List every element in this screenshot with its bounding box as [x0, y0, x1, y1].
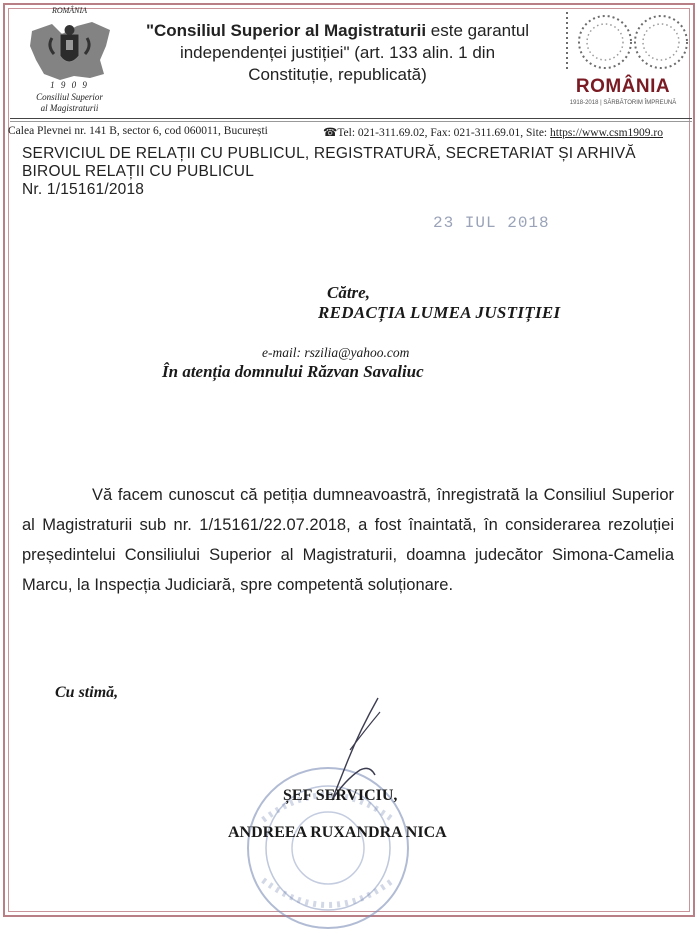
header-divider [10, 118, 692, 119]
coat-of-arms-icon [22, 16, 117, 86]
centenary-100-icon [553, 4, 693, 76]
centenary-word: ROMÂNIA [575, 76, 671, 97]
department-line2: BIROUL RELAȚII CU PUBLICUL [22, 163, 255, 180]
body-paragraph: Vă facem cunoscut că petiția dumneavoastră, înregistrată la Consiliul Superior al Magistraturii sub nr. 1/15161/22.07.2018, a fost înaintată, în considerarea rezoluției președintelui Consiliului Superior al Magistraturii, doamna judecător Simona-Camelia Marcu, la Inspecția Judiciară, spre competentă soluționare. [22, 486, 674, 594]
logo-top-text: ROMÂNIA [51, 6, 88, 15]
logo-name-line2: al Magistraturii [40, 103, 99, 113]
recipient-attention: În atenția domnului Răzvan Savaliuc [162, 362, 424, 381]
csm-logo [22, 6, 117, 114]
recipient-to: Către, [327, 283, 370, 302]
logo-name-line1: Consiliul Superior [36, 92, 103, 102]
department-line1: SERVICIUL DE RELAȚII CU PUBLICUL, REGISTRATURĂ, SECRETARIAT ȘI ARHIVĂ [22, 145, 636, 162]
website-link[interactable]: https://www.csm1909.ro [550, 127, 663, 139]
recipient-org: REDACȚIA LUMEA JUSTIȚIEI [318, 303, 561, 322]
phone-fax-text: ☎Tel: 021-311.69.02, Fax: 021-311.69.01, Site: [323, 127, 551, 139]
motto-line2: independenței justiției" (art. 133 alin. 1 din [179, 43, 496, 62]
motto-rest: este garantul [426, 21, 530, 40]
signatory-name: ANDREEA RUXANDRA NICA [228, 824, 447, 841]
department-block [22, 145, 636, 199]
logo-year: 1 9 0 9 [50, 80, 89, 90]
centenary-sub: 1918-2018 | SĂRBĂTORIM ÎMPREUNĂ [569, 100, 677, 106]
header-divider-thin [10, 121, 692, 122]
signatory-title: ȘEF SERVICIU, [283, 787, 398, 804]
centenary-logo [553, 4, 693, 114]
closing: Cu stimă, [55, 684, 119, 701]
recipient-email: e-mail: rszilia@yahoo.com [262, 345, 410, 360]
motto-bold: "Consiliul Superior al Magistraturii [145, 21, 427, 40]
letter-body [22, 480, 674, 600]
motto-line3: Constituție, republicată) [248, 65, 427, 84]
address-line: Calea Plevnei nr. 141 B, sector 6, cod 060011, București [8, 125, 268, 137]
registration-number: Nr. 1/15161/2018 [22, 181, 145, 198]
date-stamp: 23 IUL 2018 [433, 214, 550, 232]
constitution-motto [130, 20, 545, 86]
phone-fax-line [323, 125, 663, 139]
